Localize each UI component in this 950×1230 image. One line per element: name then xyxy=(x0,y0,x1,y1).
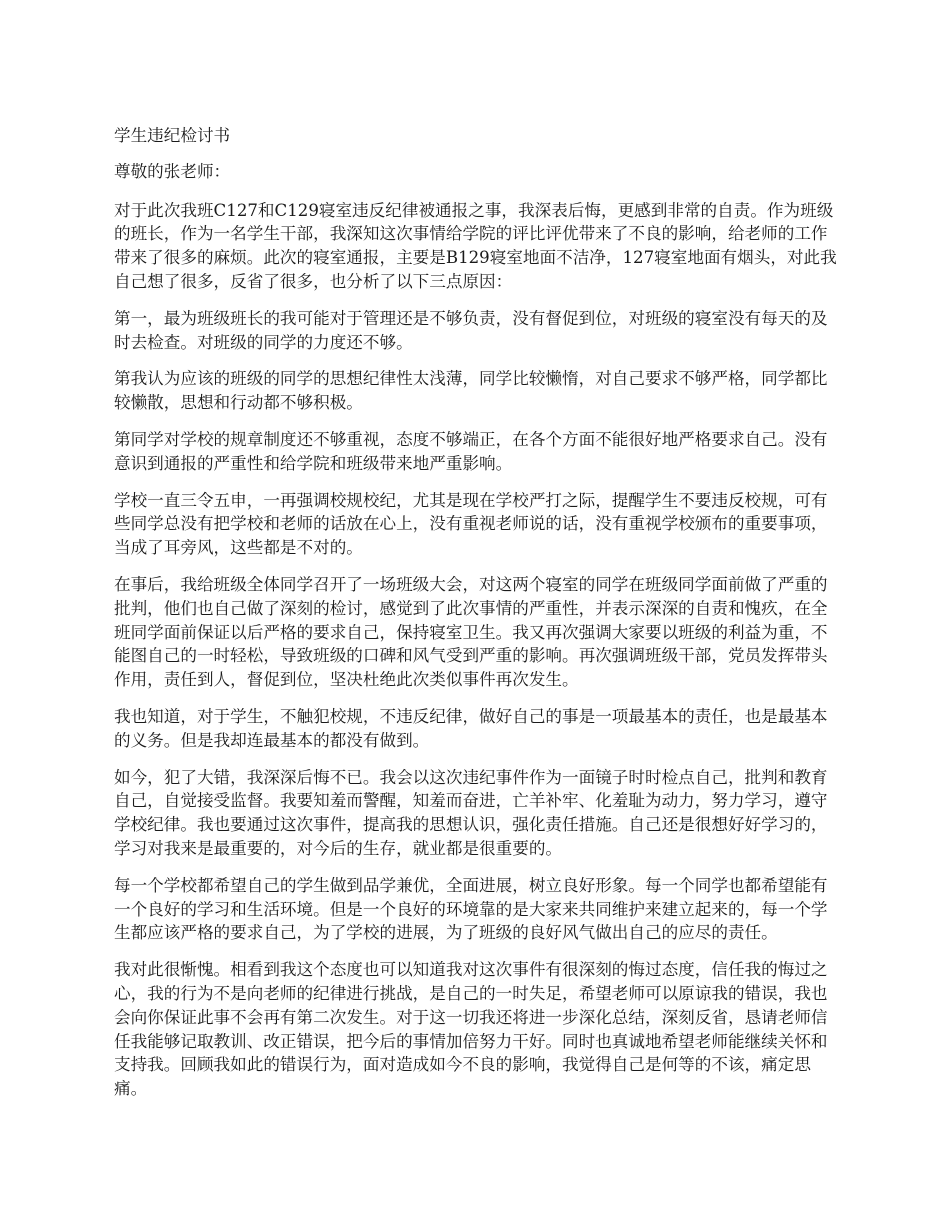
document-title: 学生违纪检讨书 xyxy=(114,126,231,145)
paragraph-9: 每一个学校都希望自己的学生做到品学兼优，全面进展，树立良好形象。每一个同学也都希望能有一个良好的学习和生活环境。但是一个良好的环境靠的是大家来共同维护来建立起来的，每一个学生都应该严格的要求自己，为了学校的进展，为了班级的良好风气做出自己的应尽的责任。 xyxy=(114,875,828,943)
paragraph-10: 我对此很惭愧。相看到我这个态度也可以知道我对这次事件有很深刻的悔过态度，信任我的悔过之心，我的行为不是向老师的纪律进行挑战，是自己的一时失足，希望老师可以原谅我的错误，我也会向你保证此事不会再有第二次发生。对于这一切我还将进一步深化总结，深刻反省，恳请老师信任我能够记取教训、改正错误，把今后的事情加倍努力干好。同时也真诚地希望老师能继续关怀和支持我。回顾我如此的错误行为，面对造成如今不良的影响，我觉得自己是何等的不该，痛定思痛。 xyxy=(114,960,828,1099)
paragraph-6: 在事后，我给班级全体同学召开了一场班级大会，对这两个寝室的同学在班级同学面前做了严重的批判，他们也自己做了深刻的检讨，感觉到了此次事情的严重性，并表示深深的自责和愧疚，在全班同学面前保证以后严格的要求自己，保持寝室卫生。我又再次强调大家要以班级的利益为重，不能图自己的一时轻松，导致班级的口碑和风气受到严重的影响。再次强调班级干部，党员发挥带头作用，责任到人，督促到位，坚决杜绝此次类似事件再次发生。 xyxy=(114,574,828,690)
paragraph-7: 我也知道，对于学生，不触犯校规，不违反纪律，做好自己的事是一项最基本的责任，也是最基本的义务。但是我却连最基本的都没有做到。 xyxy=(114,706,828,750)
paragraph-2: 第一，最为班级班长的我可能对于管理还是不够负责，没有督促到位，对班级的寝室没有每天的及时去检查。对班级的同学的力度还不够。 xyxy=(114,308,828,352)
paragraph-4: 第同学对学校的规章制度还不够重视，态度不够端正，在各个方面不能很好地严格要求自己。没有意识到通报的严重性和给学院和班级带来地严重影响。 xyxy=(114,429,828,473)
paragraph-3: 第我认为应该的班级的同学的思想纪律性太浅薄，同学比较懒惰，对自己要求不够严格，同学都比较懒散，思想和行动都不够积极。 xyxy=(114,369,828,413)
paragraph-5: 学校一直三令五申，一再强调校规校纪，尤其是现在学校严打之际，提醒学生不要违反校规，可有些同学总没有把学校和老师的话放在心上，没有重视老师说的话，没有重视学校颁布的重要事项，当成了耳旁风，这些都是不对的。 xyxy=(114,490,828,558)
salutation: 尊敬的张老师： xyxy=(114,161,231,181)
paragraph-8: 如今，犯了大错，我深深后悔不已。我会以这次违纪事件作为一面镜子时时检点自己，批判和教育自己，自觉接受监督。我要知羞而警醒，知羞而奋进，亡羊补牢、化羞耻为动力，努力学习，遵守学校纪律。我也要通过这次事件，提高我的思想认识，强化责任措施。自己还是很想好好学习的，学习对我来是最重要的，对今后的生存，就业都是很重要的。 xyxy=(114,767,828,858)
paragraph-1: 对于此次我班C127和C129寝室违反纪律被通报之事，我深表后悔，更感到非常的自责。作为班级的班长，作为一名学生干部，我深知这次事情给学院的评比评优带来了不良的影响，给老师的工作带来了很多的麻烦。此次的寝室通报，主要是B129寝室地面不洁净，127寝室地面有烟头，对此我自己想了很多，反省了很多，也分析了以下三点原因： xyxy=(114,200,837,291)
document-page xyxy=(114,124,840,1114)
